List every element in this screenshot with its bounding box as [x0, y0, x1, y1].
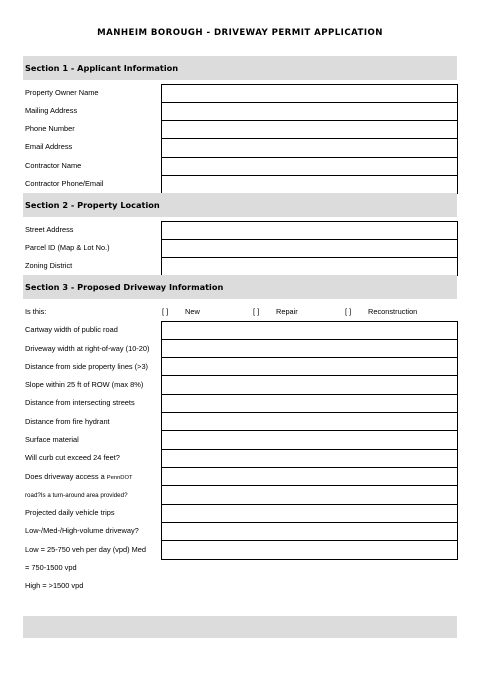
field-slope[interactable]	[161, 376, 458, 395]
label-curb-cut: Will curb cut exceed 24 feet?	[25, 453, 120, 462]
field-distance-side-lines[interactable]	[161, 358, 458, 376]
field-surface-material[interactable]	[161, 431, 458, 450]
field-volume-class[interactable]	[161, 523, 458, 541]
field-contractor-name[interactable]	[161, 158, 458, 176]
label-daily-trips: Projected daily vehicle trips	[25, 508, 115, 517]
label-high-volume-def: High = >1500 vpd	[25, 581, 84, 590]
section-1-header: Section 1 - Applicant Information	[23, 56, 457, 80]
document-title: MANHEIM BOROUGH - DRIVEWAY PERMIT APPLICATION	[97, 28, 383, 38]
footer-bar	[23, 616, 457, 638]
checkbox-new[interactable]: [ ]	[162, 307, 169, 316]
label-surface-material: Surface material	[25, 435, 79, 444]
label-turn-around-text: road?Is a turn-around area provided?	[25, 492, 128, 499]
field-driveway-width[interactable]	[161, 340, 458, 358]
label-parcel-id: Parcel ID (Map & Lot No.)	[25, 243, 110, 252]
field-contractor-phone-email[interactable]	[161, 176, 458, 194]
label-distance-side-lines: Distance from side property lines (>3)	[25, 362, 149, 371]
label-distance-fire-hydrant: Distance from fire hydrant	[25, 417, 110, 426]
option-new-label: New	[185, 307, 200, 316]
section-3-header: Section 3 - Proposed Driveway Information	[23, 275, 457, 299]
label-zoning-district: Zoning District	[25, 261, 73, 270]
option-reconstruction-label: Reconstruction	[368, 307, 418, 316]
field-pennDOT-access[interactable]	[161, 468, 458, 486]
field-turn-around[interactable]	[161, 486, 458, 505]
label-contractor-phone-email: Contractor Phone/Email	[25, 179, 104, 188]
field-cartway-width[interactable]	[161, 321, 458, 340]
field-email-address[interactable]	[161, 139, 458, 158]
label-med-volume-def: = 750-1500 vpd	[25, 563, 77, 572]
field-distance-fire-hydrant[interactable]	[161, 413, 458, 431]
label-property-owner-name: Property Owner Name	[25, 88, 99, 97]
label-is-this: Is this:	[25, 307, 47, 316]
label-cartway-width: Cartway width of public road	[25, 325, 118, 334]
option-repair-label: Repair	[276, 307, 298, 316]
label-volume-class: Low-/Med-/High-volume driveway?	[25, 526, 139, 535]
field-volume-definition[interactable]	[161, 541, 458, 560]
label-mailing-address: Mailing Address	[25, 106, 78, 115]
label-pennDOT-access	[25, 472, 133, 483]
label-pennDOT-small: PennDOT	[106, 475, 133, 481]
label-driveway-width: Driveway width at right-of-way (10-20)	[25, 344, 150, 353]
field-curb-cut[interactable]	[161, 450, 458, 468]
label-low-volume-def: Low = 25-750 veh per day (vpd) Med	[25, 545, 146, 554]
label-phone-number: Phone Number	[25, 124, 75, 133]
label-contractor-name: Contractor Name	[25, 161, 82, 170]
label-email-address: Email Address	[25, 142, 73, 151]
section-2-header: Section 2 - Property Location	[23, 193, 457, 217]
label-street-address: Street Address	[25, 225, 74, 234]
checkbox-repair[interactable]: [ ]	[253, 307, 260, 316]
checkbox-reconstruction[interactable]: [ ]	[345, 307, 352, 316]
field-parcel-id[interactable]	[161, 240, 458, 258]
field-distance-intersecting-streets[interactable]	[161, 395, 458, 413]
label-turn-around	[25, 490, 128, 501]
field-property-owner-name[interactable]	[161, 84, 458, 103]
label-pennDOT-access-text: Does driveway access a	[25, 472, 105, 481]
label-distance-intersecting-streets: Distance from intersecting streets	[25, 398, 135, 407]
field-street-address[interactable]	[161, 221, 458, 240]
label-slope: Slope within 25 ft of ROW (max 8%)	[25, 380, 144, 389]
field-daily-trips[interactable]	[161, 505, 458, 523]
field-phone-number[interactable]	[161, 121, 458, 139]
field-zoning-district[interactable]	[161, 258, 458, 276]
field-mailing-address[interactable]	[161, 103, 458, 121]
